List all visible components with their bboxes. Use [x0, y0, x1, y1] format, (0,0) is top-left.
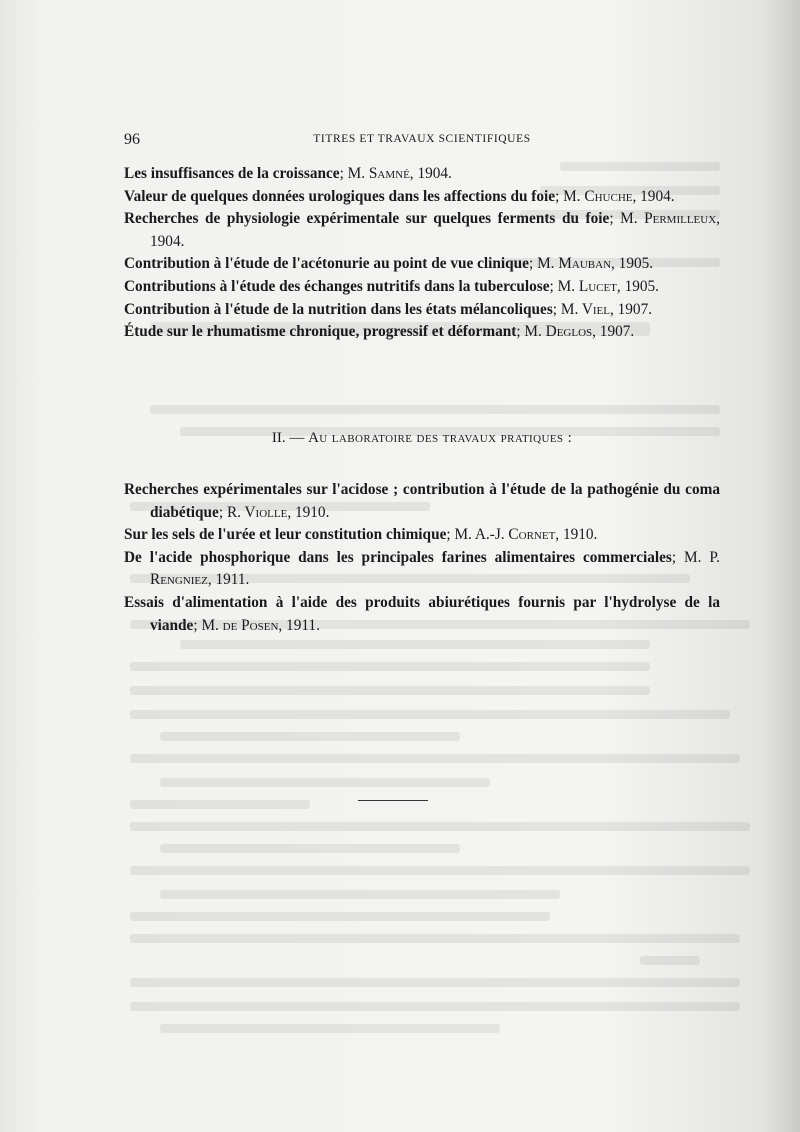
entry-author: M. Mauban, 1905.: [537, 255, 654, 273]
running-title: TITRES ET TRAVAUX SCIENTIFIQUES: [313, 133, 531, 145]
entry-author: M. Lucet, 1905.: [557, 277, 659, 295]
section-numeral: II.: [271, 430, 286, 446]
section-title: Au laboratoire des travaux pratiques :: [308, 430, 573, 446]
entry-author: M. Samné, 1904.: [347, 165, 452, 182]
entry-separator: ;: [552, 300, 558, 318]
entry-author: M. Deglos, 1907.: [524, 323, 635, 341]
entry-separator: ;: [193, 616, 198, 634]
entry-title: Sur les sels de l'urée et leur constitution chimique: [124, 526, 447, 544]
entry-author: M. P. Rengniez, 1911.: [150, 548, 720, 589]
publication-list-bottom: [124, 479, 720, 637]
entry-author: M. A.-J. Cornet, 1910.: [454, 526, 598, 544]
section-dash: —: [289, 430, 305, 446]
entry-separator: ;: [549, 277, 554, 295]
entry-separator: ;: [516, 323, 521, 341]
page-header: [124, 131, 720, 151]
entry-title: Valeur de quelques données urologiques dans les affections du foie: [124, 187, 556, 205]
entry-separator: ;: [555, 187, 560, 205]
page-number: 96: [124, 131, 140, 148]
section-heading: [124, 430, 720, 447]
entry-separator: ;: [528, 255, 534, 273]
entry-title: Contribution à l'étude de la nutrition dans les états mélancoliques: [124, 300, 553, 318]
entry-separator: ;: [339, 165, 344, 182]
entry-author: M. de Posen, 1911.: [201, 616, 320, 634]
entry-title: Recherches de physiologie expérimentale sur quelques ferments du foie: [124, 210, 610, 228]
entry-title: Étude sur le rhumatisme chronique, progressif et déformant: [124, 323, 517, 341]
publication-entry: [124, 321, 720, 344]
publication-entry: [124, 186, 720, 209]
publication-entry: [124, 592, 720, 637]
entry-author: M. Chuche, 1904.: [563, 187, 675, 205]
entry-title: Contributions à l'étude des échanges nutritifs dans la tuberculose: [124, 277, 550, 295]
publication-entry: [124, 547, 720, 592]
entry-title: Les insuffisances de la croissance: [124, 165, 340, 182]
closing-rule: [358, 800, 428, 801]
entry-title: De l'acide phosphorique dans les principales farines alimentaires commerciales: [124, 548, 672, 566]
publication-entry: [124, 479, 720, 524]
entry-author: M. Permilleux, 1904.: [150, 210, 720, 250]
publication-entry: [124, 253, 720, 276]
publication-entry: [124, 208, 720, 253]
publication-entry: [124, 524, 720, 547]
entry-author: R. Violle, 1910.: [226, 503, 330, 521]
publication-entry: [124, 163, 720, 186]
entry-author: M. Viel, 1907.: [560, 300, 653, 318]
entry-title: Recherches expérimentales sur l'acidose ; contribution à l'étude de la pathogénie du coma diabétique: [124, 481, 720, 521]
entry-title: Contribution à l'étude de l'acétonurie au point de vue clinique: [124, 255, 529, 273]
entry-separator: ;: [671, 548, 677, 566]
publication-list-top: [124, 163, 720, 344]
entry-separator: ;: [218, 503, 224, 521]
entry-title: Essais d'alimentation à l'aide des produits abiurétiques fournis par l'hydrolyse de la viande: [124, 593, 720, 634]
publication-entry: [124, 276, 720, 299]
entry-separator: ;: [446, 526, 451, 544]
entry-separator: ;: [609, 210, 614, 228]
publication-entry: [124, 299, 720, 322]
